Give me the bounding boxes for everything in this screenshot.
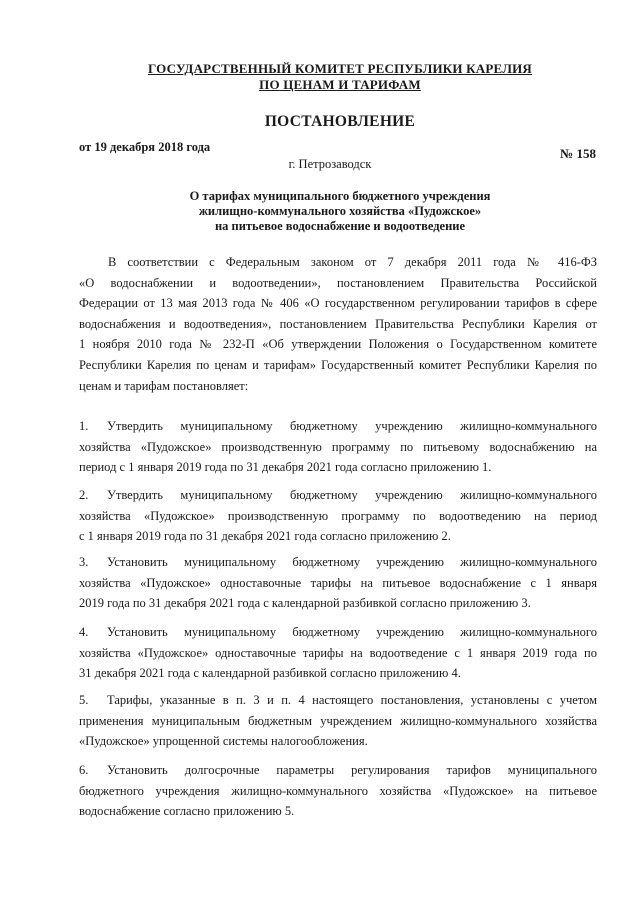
item-first-line	[79, 485, 597, 506]
item-number: 5.	[79, 693, 89, 707]
item-first-line	[79, 416, 597, 437]
item-line: Установить муниципальному бюджетному учреждению жилищно-коммунального	[107, 555, 597, 569]
list-item-1	[79, 416, 597, 478]
item-line: Утвердить муниципальному бюджетному учреждению жилищно-коммунального	[107, 488, 597, 502]
item-line: применения муниципальным бюджетным учреждением жилищно-коммунального хозяйства	[79, 713, 597, 728]
item-first-line	[79, 622, 597, 643]
committee-name-line2: ПО ЦЕНАМ И ТАРИФАМ	[259, 77, 421, 92]
item-line: Утвердить муниципальному бюджетному учреждению жилищно-коммунального	[107, 419, 597, 433]
preamble-line: В соответствии с Федеральным законом от 7 декабря 2011 года № 416-ФЗ	[108, 255, 597, 269]
preamble-line: ценам и тарифам постановляет:	[79, 378, 249, 393]
subject-line: О тарифах муниципального бюджетного учреждения	[189, 189, 491, 203]
document-number: № 158	[560, 146, 596, 161]
subject-line: жилищно-коммунального хозяйства «Пудожское»	[198, 204, 482, 218]
committee-name-line1: ГОСУДАРСТВЕННЫЙ КОМИТЕТ РЕСПУБЛИКИ КАРЕЛИЯ	[147, 61, 533, 76]
item-line: период с 1 января 2019 года по 31 декабря 2021 года согласно приложению 1.	[79, 460, 492, 475]
preamble-line: 1 ноября 2010 года № 232-П «Об утверждении Положения о Государственном комитете	[79, 337, 597, 352]
preamble-paragraph	[79, 252, 597, 396]
subject-line: на питьевое водоснабжение и водоотведение	[214, 219, 466, 233]
document-type-title: ПОСТАНОВЛЕНИЕ	[264, 113, 416, 130]
item-line: Установить муниципальному бюджетному учреждению жилищно-коммунального	[107, 625, 597, 639]
list-item-2	[79, 485, 597, 547]
item-number: 2.	[79, 488, 89, 502]
preamble-line: «О водоснабжении и водоотведении», постановлением Правительства Российской	[79, 275, 597, 290]
item-number: 3.	[79, 555, 89, 569]
document-city: г. Петрозаводск	[288, 157, 372, 171]
item-first-line	[79, 552, 597, 573]
item-line: Тарифы, указанные в п. 3 и п. 4 настоящего постановления, установлены с учетом	[107, 693, 597, 707]
item-number: 6.	[79, 763, 89, 777]
item-line: бюджетного учреждения жилищно-коммунального хозяйства «Пудожское» на питьевое	[79, 783, 597, 798]
preamble-line: Федерации от 13 мая 2013 года № 406 «О государственном регулировании тарифов в сфере	[79, 296, 597, 311]
item-line: хозяйства «Пудожское» одноставочные тарифы на питьевое водоснабжение с 1 января	[79, 575, 597, 590]
list-item-5	[79, 690, 597, 752]
list-item-6	[79, 760, 597, 822]
item-line: 31 декабря 2021 года с календарной разбивкой согласно приложению 4.	[79, 666, 461, 681]
list-item-3	[79, 552, 597, 614]
item-number: 1.	[79, 419, 89, 433]
item-line: хозяйства «Пудожское» производственную программу по водоотведению на период	[79, 508, 597, 523]
item-first-line	[79, 690, 597, 711]
item-first-line	[79, 760, 597, 781]
preamble-line: водоснабжения и водоотведения», постановлением Правительства Республики Карелия от	[79, 316, 597, 331]
item-line: Установить долгосрочные параметры регулирования тарифов муниципального	[107, 763, 597, 777]
document-date: от 19 декабря 2018 года	[79, 140, 211, 154]
item-line: 2019 года по 31 декабря 2021 года с календарной разбивкой согласно приложению 3.	[79, 596, 531, 611]
item-line: хозяйства «Пудожское» одноставочные тарифы на водоотведение с 1 января 2019 года по	[79, 645, 597, 660]
item-line: водоснабжение согласно приложению 5.	[79, 804, 295, 819]
item-number: 4.	[79, 625, 89, 639]
item-line: «Пудожское» упрощенной системы налогообложения.	[79, 734, 368, 749]
list-item-4	[79, 622, 597, 684]
preamble-line: Республики Карелия по ценам и тарифам» Государственный комитет Республики Карелия по	[79, 357, 597, 372]
item-line: с 1 января 2019 года по 31 декабря 2021 года согласно приложению 2.	[79, 529, 451, 544]
document-subject	[100, 189, 580, 234]
item-line: хозяйства «Пудожское» производственную программу по питьевому водоснабжению на	[79, 439, 597, 454]
